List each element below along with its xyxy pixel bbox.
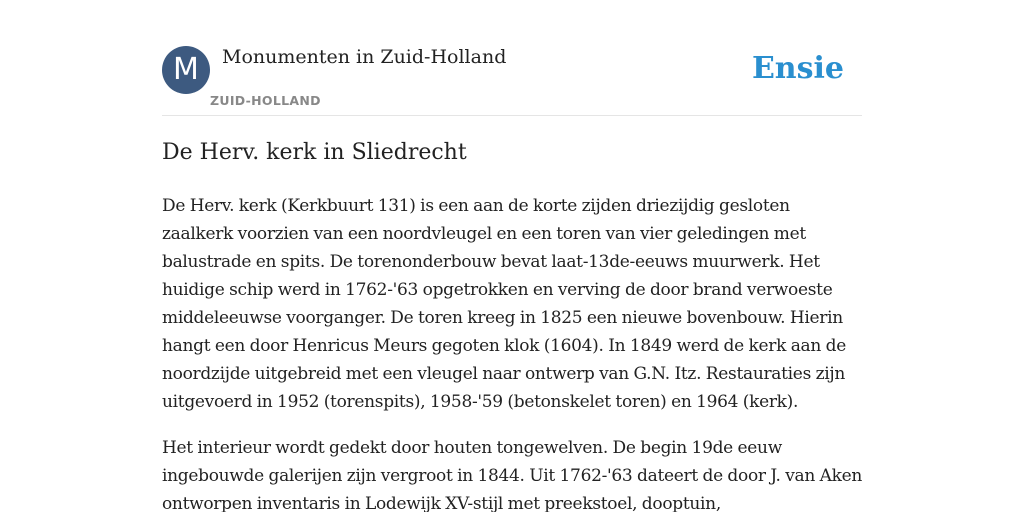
article-paragraph: De Herv. kerk (Kerkbuurt 131) is een aan de korte zijden driezijdig gesloten zaalkerk voorzien van een noordvleugel en een toren van vier geledingen met balustrade en spits. De torenonderbouw bevat laat-13de-eeuws muurwerk. Het huidige schip werd in 1762-'63 opgetrokken en verving de door brand verwoeste middeleeuwse voorganger. De toren kreeg in 1825 een nieuwe bovenbouw. Hierin hangt een door Henricus Meurs gegoten klok (1604). In 1849 werd de kerk aan de noordzijde uitgebreid met een vleugel naar ontwerp van G.N. Itz. Restauraties zijn uitgevoerd in 1952 (torenspits), 1958-'59 (betonskelet toren) en 1964 (kerk). — [162, 196, 846, 412]
avatar[interactable]: M — [162, 46, 210, 94]
brand-logo[interactable]: Ensie — [751, 51, 844, 86]
article-paragraph: Het interieur wordt gedekt door houten tongewelven. De begin 19de eeuw ingebouwde galerijen zijn vergroot in 1844. Uit 1762-'63 dateert de door J. van Aken ontworpen inventaris in Lodewijk XV-stijl met preekstoel, dooptuin, — [162, 438, 862, 512]
category-link[interactable]: ZUID-HOLLAND — [210, 93, 321, 108]
article-body — [162, 192, 862, 512]
article-title: De Herv. kerk in Sliedrecht — [162, 140, 467, 165]
header — [162, 46, 862, 116]
book-title-link[interactable]: Monumenten in Zuid-Holland — [222, 46, 507, 68]
